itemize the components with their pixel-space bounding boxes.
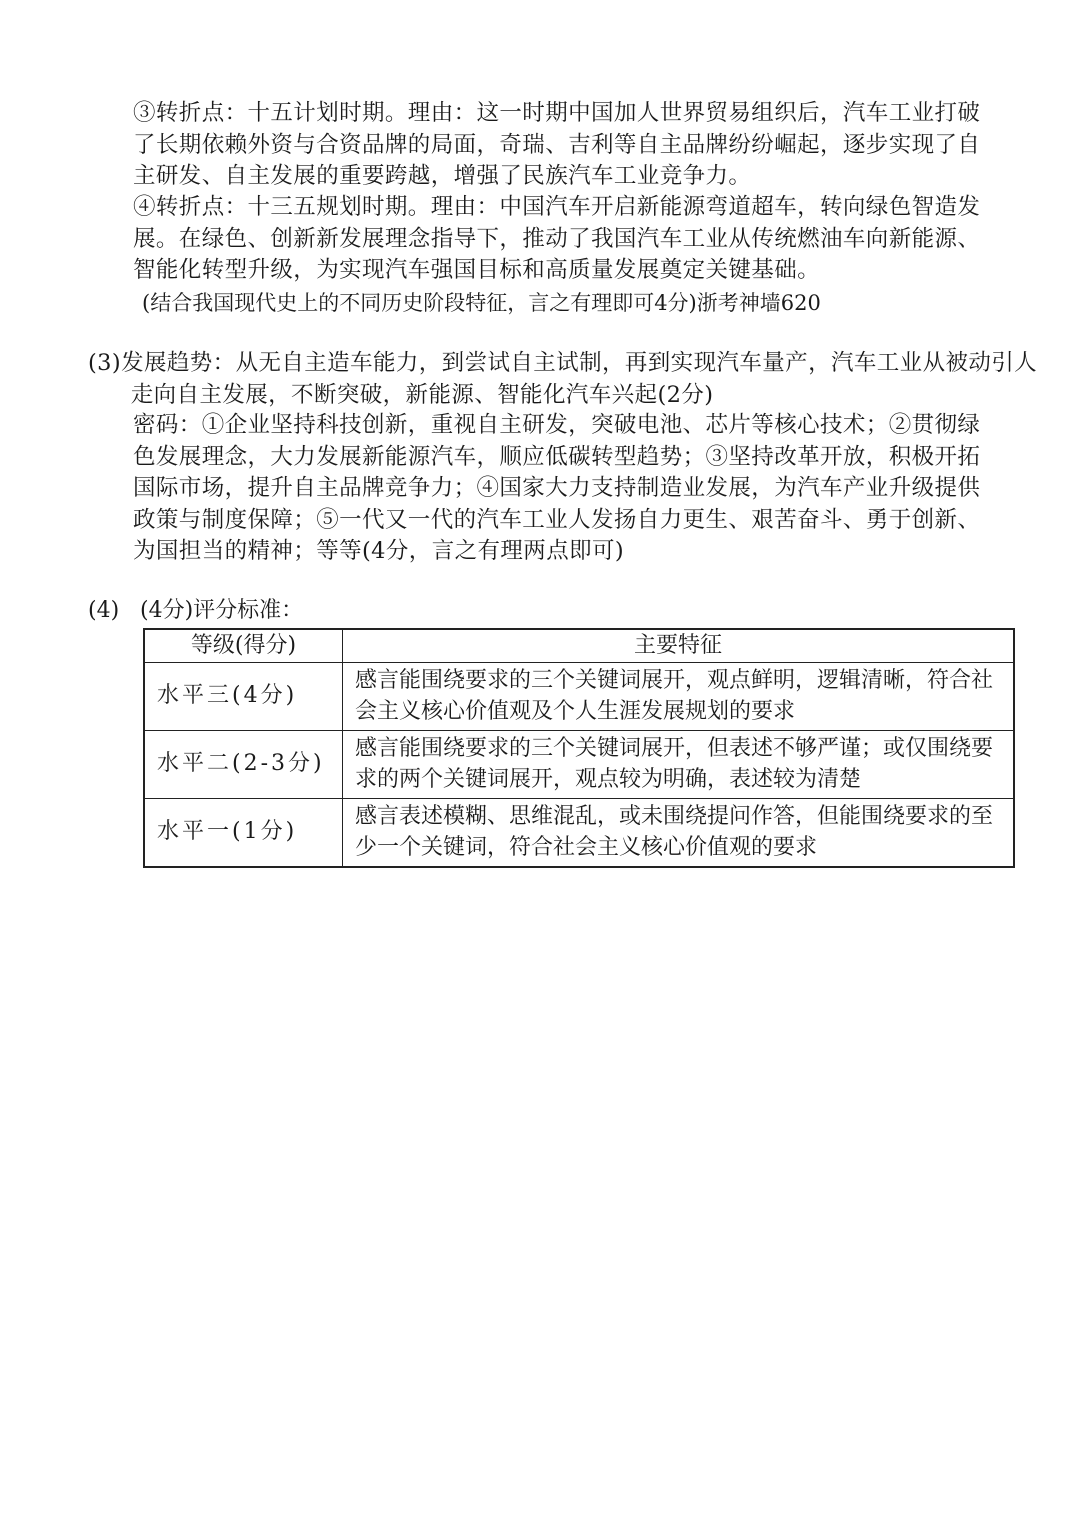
rubric-label: (4分)评分标准： <box>140 598 304 623</box>
rubric-table <box>143 628 1015 868</box>
level-cell: 水平三(4分) <box>144 662 343 730</box>
scoring-note: (结合我国现代史上的不同历史阶段特征，言之有理即可4分)浙考神墙620 <box>142 291 821 315</box>
desc-cell: 感言表述模糊、思维混乱，或未围绕提问作答，但能围绕要求的至少一个关键词，符合社会主义核心价值观的要求 <box>343 798 1015 867</box>
level-cell: 水平二(2-3分) <box>144 730 343 798</box>
turning-point-4: ④转折点：十三五规划时期。理由：中国汽车开启新能源弯道超车，转向绿色智造发展。在绿色、创新新发展理念指导下，推动了我国汽车工业从传统燃油车向新能源、智能化转型升级，为实现汽车强国目标和高质量发展奠定关键基础。 <box>133 194 981 283</box>
desc-cell: 感言能围绕要求的三个关键词展开，观点鲜明，逻辑清晰，符合社会主义核心价值观及个人生涯发展规划的要求 <box>343 662 1015 730</box>
rubric-section <box>88 596 994 860</box>
turning-point-3: ③转折点：十五计划时期。理由：这一时期中国加人世界贸易组织后，汽车工业打破了长期依赖外资与合资品牌的局面，奇瑞、吉利等自主品牌纷纷崛起，逐步实现了自主研发、自主发展的重要跨越，增强了民族汽车工业竞争力。 <box>133 100 981 189</box>
header-features: 主要特征 <box>343 629 1015 662</box>
table-row <box>144 730 1014 798</box>
secret-answer: 密码：①企业坚持科技创新，重视自主研发，突破电池、芯片等核心技术；②贯彻绿色发展理念，大力发展新能源汽车，顺应低碳转型趋势；③坚持改革开放，积极开拓国际市场，提升自主品牌竞争力；④国家大力支持制造业发展，为汽车产业升级提供政策与制度保障；⑤一代又一代的汽车工业人发扬自力更生、艰苦奋斗、勇于创新、为国担当的精神；等等(4分，言之有理两点即可) <box>133 412 981 564</box>
table-row <box>144 662 1014 730</box>
desc-cell: 感言能围绕要求的三个关键词展开，但表述不够严谨；或仅围绕要求的两个关键词展开，观点较为明确，表述较为清楚 <box>343 730 1015 798</box>
question-number: (4) <box>88 598 120 623</box>
table-row <box>144 798 1014 867</box>
header-level: 等级(得分) <box>144 629 343 662</box>
development-trend: (3)发展趋势：从无自主造车能力，到尝试自主试制，再到实现汽车量产，汽车工业从被动引人走向自主发展，不断突破，新能源、智能化汽车兴起(2分) <box>88 350 1038 408</box>
level-cell: 水平一(1分) <box>144 798 343 867</box>
table-header-row <box>144 629 1014 662</box>
rubric-heading <box>88 596 303 626</box>
